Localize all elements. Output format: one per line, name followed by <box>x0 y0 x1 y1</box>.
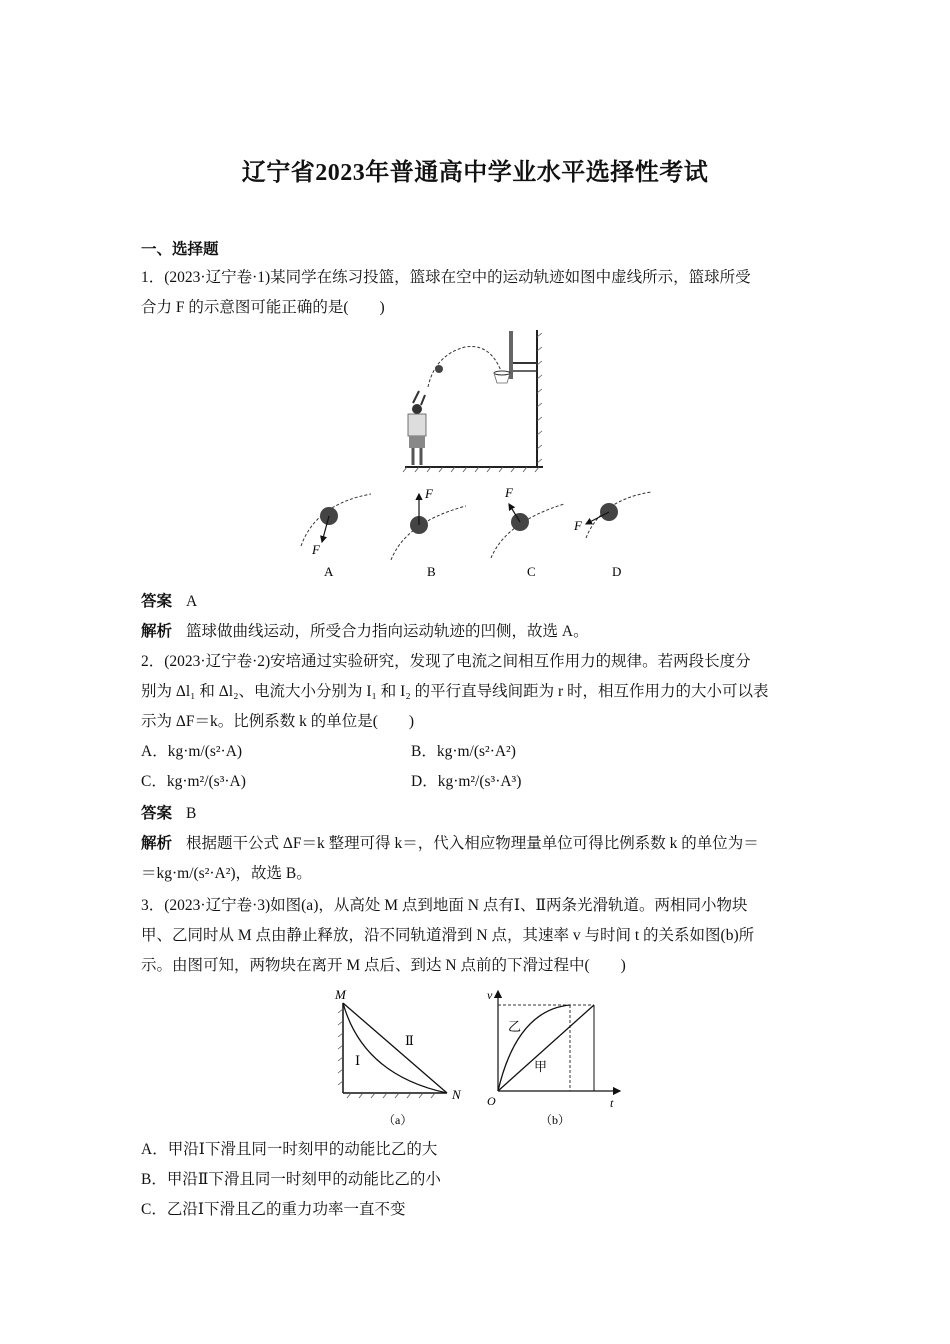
speed-time-figure-b <box>482 985 627 1130</box>
q1-analysis-label: 解析 <box>141 623 173 640</box>
option-d-diagram <box>573 492 651 579</box>
option-label-b: B <box>427 564 436 579</box>
q2-option-c: C．kg·m²/(s³·A) <box>141 773 246 790</box>
q3-text-line3: 示。由图可知，两物块在离开 M 点后、到达 N 点前的下滑过程中( ) <box>141 957 626 974</box>
axis-v-label: v <box>487 988 493 1002</box>
force-options-figure <box>296 482 666 582</box>
line-jia-label: 甲 <box>534 1059 548 1074</box>
q2-answer-row <box>141 804 821 824</box>
q3-text-line2: 甲、乙同时从 M 点由静止释放，沿不同轨道滑到 N 点，其速率 v 与时间 t 的关系如图(b)所 <box>141 927 755 944</box>
q2-analysis-label: 解析 <box>141 835 173 852</box>
curve-yi-label: 乙 <box>508 1019 522 1034</box>
force-label-b: F <box>425 486 433 501</box>
q1-analysis-row <box>141 622 821 642</box>
q1-answer-label: 答案 <box>141 593 173 610</box>
q2-analysis-row <box>141 834 821 854</box>
q2-analysis-text1: 根据题干公式 ΔF＝k 整理可得 k＝，代入相应物理量单位可得比例系数 k 的单位为＝ <box>186 835 759 852</box>
q2-answer-label: 答案 <box>141 805 173 822</box>
figure-a-caption: （a） <box>383 1113 413 1127</box>
q3-option-b: B．甲沿Ⅱ下滑且同一时刻甲的动能比乙的小 <box>141 1171 441 1188</box>
page-title: 辽宁省2023年普通高中学业水平选择性考试 <box>241 160 709 186</box>
q2-analysis-text2: ＝kg·m/(s²·A²)，故选 B。 <box>141 865 312 882</box>
point-m-label: M <box>335 987 346 1002</box>
q1-text-line2: 合力 F 的示意图可能正确的是( ) <box>141 299 385 316</box>
q2-options-row1 <box>141 742 821 762</box>
q2-text-line2: 别为 Δl₁ 和 Δl₂、电流大小分别为 I₁ 和 I₂ 的平行直导线间距为 r 时，相互作用力的大小可以表 <box>141 683 769 700</box>
q2-text-line3: 示为 ΔF＝k。比例系数 k 的单位是( ) <box>141 713 415 730</box>
q1-text-line1: 1．(2023·辽宁卷·1)某同学在练习投篮，篮球在空中的运动轨迹如图中虚线所示，篮球所受 <box>141 269 751 286</box>
q1-answer-value: A <box>186 593 198 610</box>
q3-option-a: A．甲沿Ⅰ下滑且同一时刻甲的动能比乙的大 <box>141 1141 438 1158</box>
figure-b-caption: （b） <box>540 1113 571 1127</box>
q2-option-a: A．kg·m/(s²·A) <box>141 743 243 760</box>
track-figure-a <box>325 985 470 1130</box>
q2-text-line1: 2．(2023·辽宁卷·2)安培通过实验研究，发现了电流之间相互作用力的规律。若两段长度分 <box>141 653 751 670</box>
point-n-label: N <box>452 1087 461 1102</box>
option-c-diagram <box>491 485 564 579</box>
force-label-d: F <box>574 518 582 533</box>
option-label-d: D <box>612 564 622 579</box>
q1-analysis-text: 篮球做曲线运动，所受合力指向运动轨迹的凹侧，故选 A。 <box>186 623 589 640</box>
basketball-scene-figure <box>395 325 555 475</box>
q2-answer-value: B <box>186 805 197 822</box>
track-ii-label: Ⅱ <box>405 1033 414 1048</box>
q2-option-d: D．kg·m²/(s³·A³) <box>411 773 522 790</box>
axis-t-label: t <box>610 1096 614 1110</box>
force-label-a: F <box>312 542 320 557</box>
q2-options-row2 <box>141 772 821 792</box>
q1-answer-row <box>141 592 821 612</box>
q2-option-b: B．kg·m/(s²·A²) <box>411 743 516 760</box>
section-heading: 一、选择题 <box>141 241 219 258</box>
option-b-diagram <box>391 486 466 579</box>
origin-label: O <box>487 1094 496 1108</box>
q3-option-c: C．乙沿Ⅰ下滑且乙的重力功率一直不变 <box>141 1201 406 1218</box>
force-label-c: F <box>505 485 513 500</box>
option-a-diagram <box>301 494 371 579</box>
q3-text-line1: 3．(2023·辽宁卷·3)如图(a)，从高处 M 点到地面 N 点有Ⅰ、Ⅱ两条光滑轨道。两相同小物块 <box>141 897 748 914</box>
track-i-label: Ⅰ <box>355 1053 361 1068</box>
option-label-a: A <box>324 564 334 579</box>
option-label-c: C <box>527 564 536 579</box>
